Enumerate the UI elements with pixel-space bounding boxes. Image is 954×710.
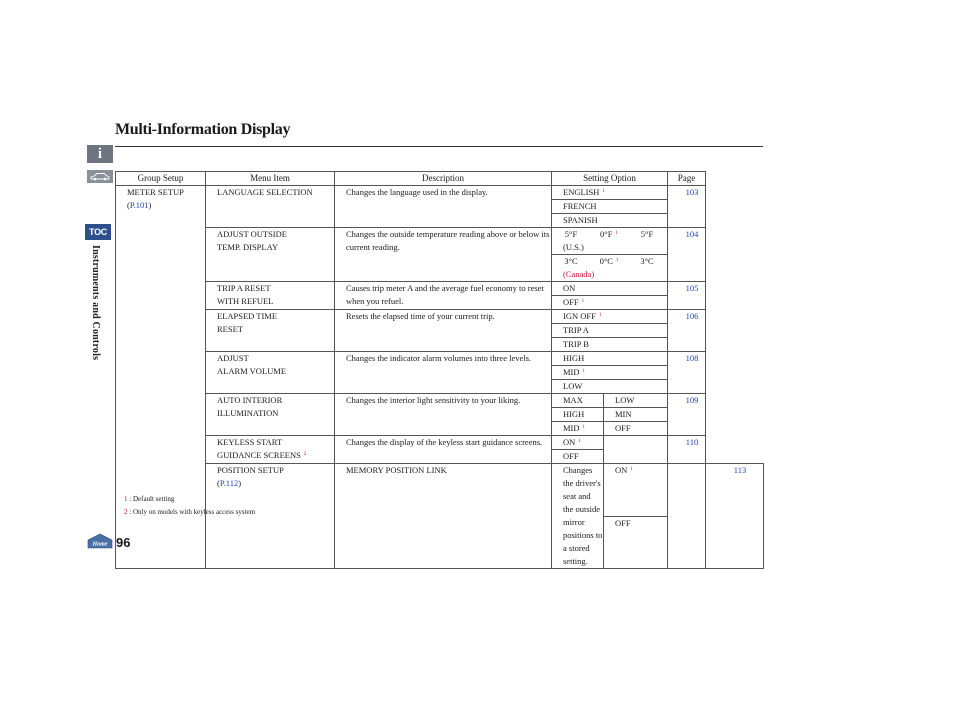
option: IGN OFF $^1$ [552,310,668,324]
header-menu: Menu Item [206,172,335,186]
description: Causes trip meter A and the average fuel economy to reset when you refuel. [335,282,552,310]
table-row [116,352,764,366]
header-page: Page [668,172,706,186]
table-row [116,228,764,255]
page-link[interactable]: 105 [668,282,706,310]
table-row [116,436,764,450]
option: LOW [604,394,668,408]
option: HIGH [552,352,668,366]
group-label: METER SETUP [127,187,184,197]
page-link[interactable]: 113 [706,464,764,569]
info-tab[interactable] [87,145,113,163]
footnotes [124,493,255,519]
menu-item: ADJUST ALARM VOLUME [206,352,335,394]
toc-button[interactable]: TOC [85,224,111,240]
page-link[interactable]: 110 [668,436,706,464]
table-row [116,394,764,408]
page-link[interactable]: 104 [668,228,706,282]
header-description: Description [335,172,552,186]
blank-cell [604,436,668,464]
table-row [116,310,764,324]
table-row [116,186,764,200]
footnote: 1 : Default setting [124,495,175,503]
option: MIN [604,408,668,422]
option: OFF [604,422,668,436]
option: TRIP A [552,324,668,338]
option: FRENCH [552,200,668,214]
option: TRIP B [552,338,668,352]
option: OFF [604,516,668,569]
page-link[interactable]: 103 [668,186,706,228]
description: Changes the language used in the display. [335,186,552,228]
page-link[interactable]: 106 [668,310,706,352]
menu-item: ELAPSED TIME RESET [206,310,335,352]
table-header-row [116,172,764,186]
option: 5°F 0°F $^1$ 5°F (U.S.) [552,228,668,255]
description: Changes the driver's seat and the outside mirror positions to a stored setting. [552,464,604,569]
option: ON $^1$ [604,464,668,517]
description: Changes the indicator alarm volumes into three levels. [335,352,552,394]
menu-item: KEYLESS START GUIDANCE SCREENS $^2$ [206,436,335,464]
info-icon: i [97,145,103,162]
section-label[interactable]: Instruments and Controls [90,245,101,361]
group-label: POSITION SETUP [217,465,284,475]
description: Resets the elapsed time of your current trip. [335,310,552,352]
menu-item: TRIP A RESET WITH REFUEL [206,282,335,310]
header-group: Group Setup [116,172,206,186]
option: LOW [552,380,668,394]
table-row [116,282,764,296]
page-link[interactable]: 108 [668,352,706,394]
option: 3°C 0°C $^1$ 3°C (Canada) [552,255,668,282]
description: Changes the display of the keyless start guidance screens. [335,436,552,464]
page-number: 96 [116,535,131,550]
page-title: Multi-Information Display [115,121,291,138]
group-ref: (P.112) [217,478,242,488]
option: ON $^1$ [552,436,604,450]
option: OFF [552,450,604,464]
page-link[interactable]: P.112 [219,478,239,488]
car-icon [89,172,111,181]
title-divider [115,146,763,147]
blank-cell [668,464,706,569]
option: MID $^1$ [552,366,668,380]
page-link[interactable]: P.101 [129,200,149,210]
option: MAX [552,394,604,408]
menu-item: ADJUST OUTSIDE TEMP. DISPLAY [206,228,335,282]
description: Changes the interior light sensitivity to your liking. [335,394,552,436]
option: HIGH [552,408,604,422]
vehicle-tab[interactable] [87,170,113,183]
header-setting: Setting Option [552,172,668,186]
menu-item: MEMORY POSITION LINK [335,464,552,569]
home-button[interactable] [87,533,113,549]
description: Changes the outside temperature reading above or below its current reading. [335,228,552,282]
option: ENGLISH $^1$ [552,186,668,200]
menu-item: LANGUAGE SELECTION [206,186,335,228]
page-link[interactable]: 109 [668,394,706,436]
footnote: 2 : Only on models with keyless access system [124,508,256,516]
option: ON [552,282,668,296]
option: OFF $^1$ [552,296,668,310]
group-ref: (P.101) [127,200,152,210]
home-label: Home [92,541,108,548]
option: MID $^1$ [552,422,604,436]
menu-item: AUTO INTERIOR ILLUMINATION [206,394,335,436]
option: SPANISH [552,214,668,228]
